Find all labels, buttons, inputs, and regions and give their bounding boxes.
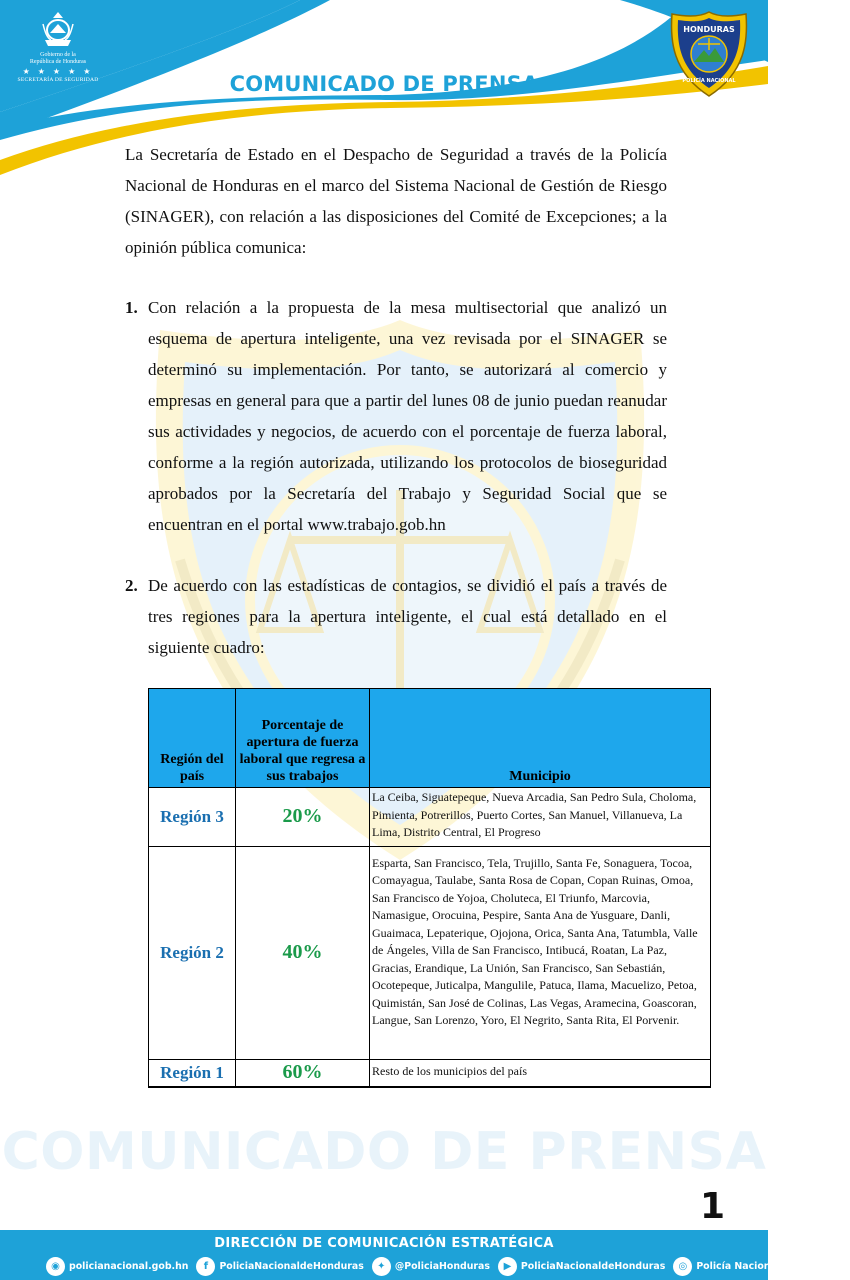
table-row [149, 1059, 711, 1087]
footer-link-youtube[interactable] [498, 1257, 665, 1276]
footer-link-label: @PoliciaHonduras [394, 1261, 490, 1272]
region-percent: 20% [236, 788, 370, 847]
list-item [125, 292, 667, 540]
region-municipios: Resto de los municipios del país [370, 1059, 711, 1087]
footer-link-label: PoliciaNacionaldeHonduras [520, 1261, 666, 1272]
globe-icon: ◉ [46, 1257, 65, 1276]
region-percent: 60% [236, 1059, 370, 1087]
instagram-icon: ◎ [673, 1257, 692, 1276]
watermark-text: COMUNICADO DE PRENSA [1, 1122, 767, 1182]
list-item [125, 570, 667, 663]
footer-link-facebook[interactable] [196, 1257, 363, 1276]
footer-link-label: Policía Nacional de Honduras [696, 1261, 850, 1272]
table-row [149, 846, 711, 1059]
footer-link-twitter[interactable] [372, 1257, 490, 1276]
region-percent: 40% [236, 846, 370, 1059]
footer-link-website[interactable] [46, 1257, 188, 1276]
footer-title: DIRECCIÓN DE COMUNICACIÓN ESTRATÉGICA [214, 1236, 554, 1251]
twitter-icon: ✦ [372, 1257, 391, 1276]
footer-link-instagram[interactable] [673, 1257, 850, 1276]
facebook-icon: f [196, 1257, 215, 1276]
list-item-number: 1. [125, 298, 138, 317]
police-badge-top-text: HONDURAS [683, 25, 735, 34]
page-number: 1 [700, 1186, 726, 1227]
youtube-icon: ▶ [498, 1257, 517, 1276]
coat-of-arms-icon [41, 10, 75, 50]
region-name: Región 2 [149, 846, 236, 1059]
region-municipios: La Ceiba, Siguatepeque, Nueva Arcadia, San Pedro Sula, Choloma, Pimienta, Potrerillos, Puerto Cortes, San Manuel, Villanueva, La Lima, Distrito Central, El Progreso [370, 788, 711, 847]
region-name: Región 3 [149, 788, 236, 847]
page-title: COMUNICADO DE PRENSA [229, 72, 539, 96]
table-header-municipio: Municipio [370, 689, 711, 788]
footer-link-label: policianacional.gob.hn [69, 1261, 189, 1272]
table-header-percent: Porcentaje de apertura de fuerza laboral que regresa a sus trabajos [236, 689, 370, 788]
gov-logo-line3: SECRETARÍA DE SEGURIDAD [17, 77, 99, 83]
gov-logo-line1: Gobierno de la [40, 52, 76, 58]
region-municipios: Esparta, San Francisco, Tela, Trujillo, Santa Fe, Sonaguera, Tocoa, Comayagua, Taulabe, Santa Rosa de Copan, Copan Ruinas, Omoa, San Francisco de Yojoa, Choluteca, El Triunfo, Marcovia, Namasigue, Orocuina, Pespire, Santa Ana de Yusguare, Danli, Guaimaca, Lepaterique, Ojojona, Orica, Santa Ana, Tatumbla, Valle de Ángeles, Villa de San Francisco, Intibucá, Roatan, La Paz, Gracias, Erandique, La Unión, San Francisco, San Sebastián, Ocotepeque, Juticalpa, Mangulile, Patuca, Ilama, Macuelizo, Petoa, Quimistán, San José de Colinas, Las Vegas, Aramecina, Goascoran, Langue, San Lorenzo, Yoro, El Negrito, Santa Rita, El Porvenir. [370, 846, 711, 1059]
police-badge-bottom-text: POLICÍA NACIONAL [682, 78, 736, 84]
region-table [148, 688, 711, 1088]
footer [0, 1230, 850, 1280]
intro-paragraph: La Secretaría de Estado en el Despacho de Seguridad a través de la Policía Nacional de Honduras en el marco del Sistema Nacional de Gestión de Riesgo (SINAGER), con relación a las disposiciones del Comité de Excepciones; a la opinión pública comunica: [125, 145, 667, 257]
gov-logo-line2: República de Honduras [29, 59, 87, 65]
list-item-number: 2. [125, 576, 138, 595]
table-header-row [149, 689, 711, 788]
police-badge-icon [668, 10, 750, 98]
table-header-region: Región del país [149, 689, 236, 788]
list-item-text: De acuerdo con las estadísticas de contagios, se dividió el país a través de tres regiones para la apertura inteligente, el cual está detallado en el siguiente cuadro: [148, 576, 667, 657]
region-name: Región 1 [149, 1059, 236, 1087]
table-row [149, 788, 711, 847]
gov-logo-stars: ★ ★ ★ ★ ★ [22, 67, 94, 76]
list-item-text: Con relación a la propuesta de la mesa multisectorial que analizó un esquema de apertura inteligente, una vez revisada por el SINAGER se determinó su implementación. Por tanto, se autorizará al comercio y empresas en general para que a partir del lunes 08 de junio puedan reanudar sus actividades y negocios, de acuerdo con el porcentaje de fuerza laboral, conforme a la región autorizada, utilizando los protocolos de bioseguridad aprobados por la Secretaría del Trabajo y Seguridad Social que se encuentran en el portal www.trabajo.gob.hn [148, 298, 667, 534]
footer-links [46, 1257, 850, 1276]
footer-link-label: PoliciaNacionaldeHonduras [219, 1261, 364, 1272]
